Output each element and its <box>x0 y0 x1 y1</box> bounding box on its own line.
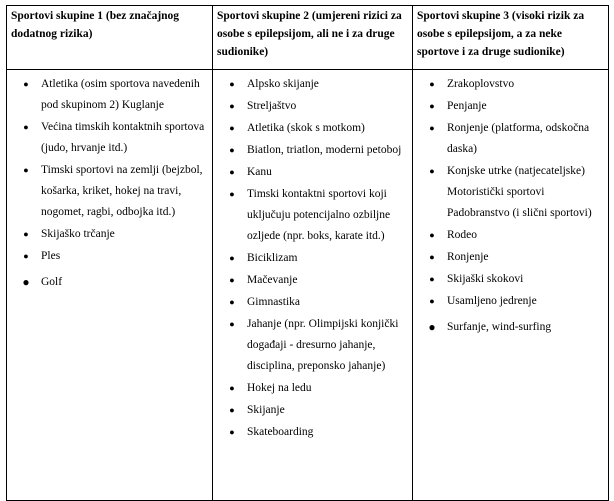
body-row <box>7 70 609 501</box>
list-item <box>217 162 408 183</box>
bullet-icon: ● <box>23 251 29 261</box>
bullet-icon: ● <box>229 275 235 285</box>
bullet-icon: ● <box>429 79 435 89</box>
group-3-list <box>417 74 604 338</box>
list-item <box>217 184 408 247</box>
group-2-list <box>217 74 408 443</box>
list-item-text: Biatlon, triatlon, moderni petoboj <box>247 144 402 156</box>
bullet-icon: ● <box>429 296 435 306</box>
bullet-icon: ● <box>229 253 235 263</box>
group-2-cell <box>213 70 413 501</box>
list-item <box>11 224 208 245</box>
list-item-text: Golf <box>41 276 63 288</box>
list-item-text: Biciklizam <box>247 252 298 264</box>
list-item <box>217 74 408 95</box>
list-item <box>217 292 408 313</box>
bullet-icon: ● <box>229 189 235 199</box>
list-item-text: Zrakoplovstvo <box>447 78 515 90</box>
list-item <box>417 269 604 290</box>
bullet-icon: ● <box>429 101 435 111</box>
header-group-2: Sportovi skupine 2 (umjereni rizici za osobe s epilepsijom, ali ne i za druge sudionike) <box>213 6 413 70</box>
list-item <box>417 161 604 224</box>
list-item-text: Penjanje <box>447 100 487 112</box>
group-1-cell <box>7 70 213 501</box>
list-item <box>417 96 604 117</box>
list-item-text: Ronjenje <box>447 251 489 263</box>
list-item <box>417 74 604 95</box>
bullet-icon: ● <box>229 319 235 329</box>
list-item <box>417 291 604 312</box>
list-item <box>217 422 408 443</box>
bullet-icon: ● <box>429 274 435 284</box>
list-item <box>417 317 604 338</box>
list-item <box>11 117 208 159</box>
bullet-icon: ● <box>429 230 435 240</box>
list-item <box>217 140 408 161</box>
list-item-text: Rodeo <box>447 229 478 241</box>
bullet-icon: ● <box>229 145 235 155</box>
list-item-text: Timski kontaktni sportovi koji uključuju potencijalno ozbiljne ozljede (npr. boks, karate itd.) <box>247 188 391 242</box>
list-item <box>217 270 408 291</box>
group-1-list <box>11 74 208 293</box>
list-item <box>11 246 208 267</box>
list-item <box>217 96 408 117</box>
list-item-text: Jahanje (npr. Olimpijski konjički događaji - dresurno jahanje, disciplina, preponsko jahanje) <box>247 318 399 372</box>
list-item-text: Atletika (skok s motkom) <box>247 122 365 134</box>
bullet-icon: ● <box>229 297 235 307</box>
list-item <box>11 74 208 116</box>
list-item <box>11 160 208 223</box>
list-item-text: Kanu <box>247 166 272 178</box>
list-item-text: Skijanje <box>247 404 285 416</box>
list-item-text: Mačevanje <box>247 274 298 286</box>
list-item-text: Konjske utrke (natjecateljske) Motoristički sportovi Padobranstvo (i slični sportovi) <box>447 165 592 219</box>
sports-risk-table <box>6 5 609 501</box>
bullet-icon: ● <box>429 166 435 176</box>
group-3-cell <box>413 70 609 501</box>
list-item <box>417 247 604 268</box>
list-item-text: Većina timskih kontaktnih sportova (judo, hrvanje itd.) <box>41 121 205 154</box>
bullet-icon: ● <box>229 101 235 111</box>
bullet-icon: ● <box>229 79 235 89</box>
bullet-icon: ● <box>229 123 235 133</box>
list-item-text: Gimnastika <box>247 296 301 308</box>
list-item-text: Usamljeno jedrenje <box>447 295 537 307</box>
list-item-text: Skijaški skokovi <box>447 273 524 285</box>
list-item <box>217 400 408 421</box>
bullet-icon: ● <box>429 123 435 133</box>
header-group-3: Sportovi skupine 3 (visoki rizik za osobe s epilepsijom, a za neke sportove i za druge sudionike) <box>413 6 609 70</box>
bullet-icon: ● <box>22 275 30 289</box>
header-row <box>7 6 609 70</box>
list-item-text: Surfanje, wind-surfing <box>447 321 552 333</box>
list-item <box>217 314 408 377</box>
bullet-icon: ● <box>229 383 235 393</box>
bullet-icon: ● <box>23 122 29 132</box>
list-item-text: Hokej na ledu <box>247 382 312 394</box>
list-item-text: Streljaštvo <box>247 100 297 112</box>
list-item-text: Alpsko skijanje <box>247 78 319 90</box>
bullet-icon: ● <box>229 167 235 177</box>
bullet-icon: ● <box>23 79 29 89</box>
list-item <box>417 225 604 246</box>
list-item <box>417 118 604 160</box>
list-item-text: Timski sportovi na zemlji (bejzbol, košarka, kriket, hokej na travi, nogomet, ragbi, odbojka itd.) <box>41 164 203 218</box>
list-item <box>217 118 408 139</box>
list-item-text: Ronjenje (platforma, odskočna daska) <box>447 122 590 155</box>
bullet-icon: ● <box>23 165 29 175</box>
bullet-icon: ● <box>429 252 435 262</box>
list-item <box>11 272 208 293</box>
list-item-text: Atletika (osim sportova navedenih pod skupinom 2) Kuglanje <box>41 78 200 111</box>
list-item <box>217 378 408 399</box>
bullet-icon: ● <box>23 229 29 239</box>
list-item-text: Skateboarding <box>247 426 314 438</box>
list-item <box>217 248 408 269</box>
bullet-icon: ● <box>229 405 235 415</box>
bullet-icon: ● <box>229 427 235 437</box>
bullet-icon: ● <box>428 320 436 334</box>
list-item-text: Ples <box>41 250 61 262</box>
list-item-text: Skijaško trčanje <box>41 228 115 240</box>
header-group-1: Sportovi skupine 1 (bez značajnog dodatnog rizika) <box>7 6 213 70</box>
